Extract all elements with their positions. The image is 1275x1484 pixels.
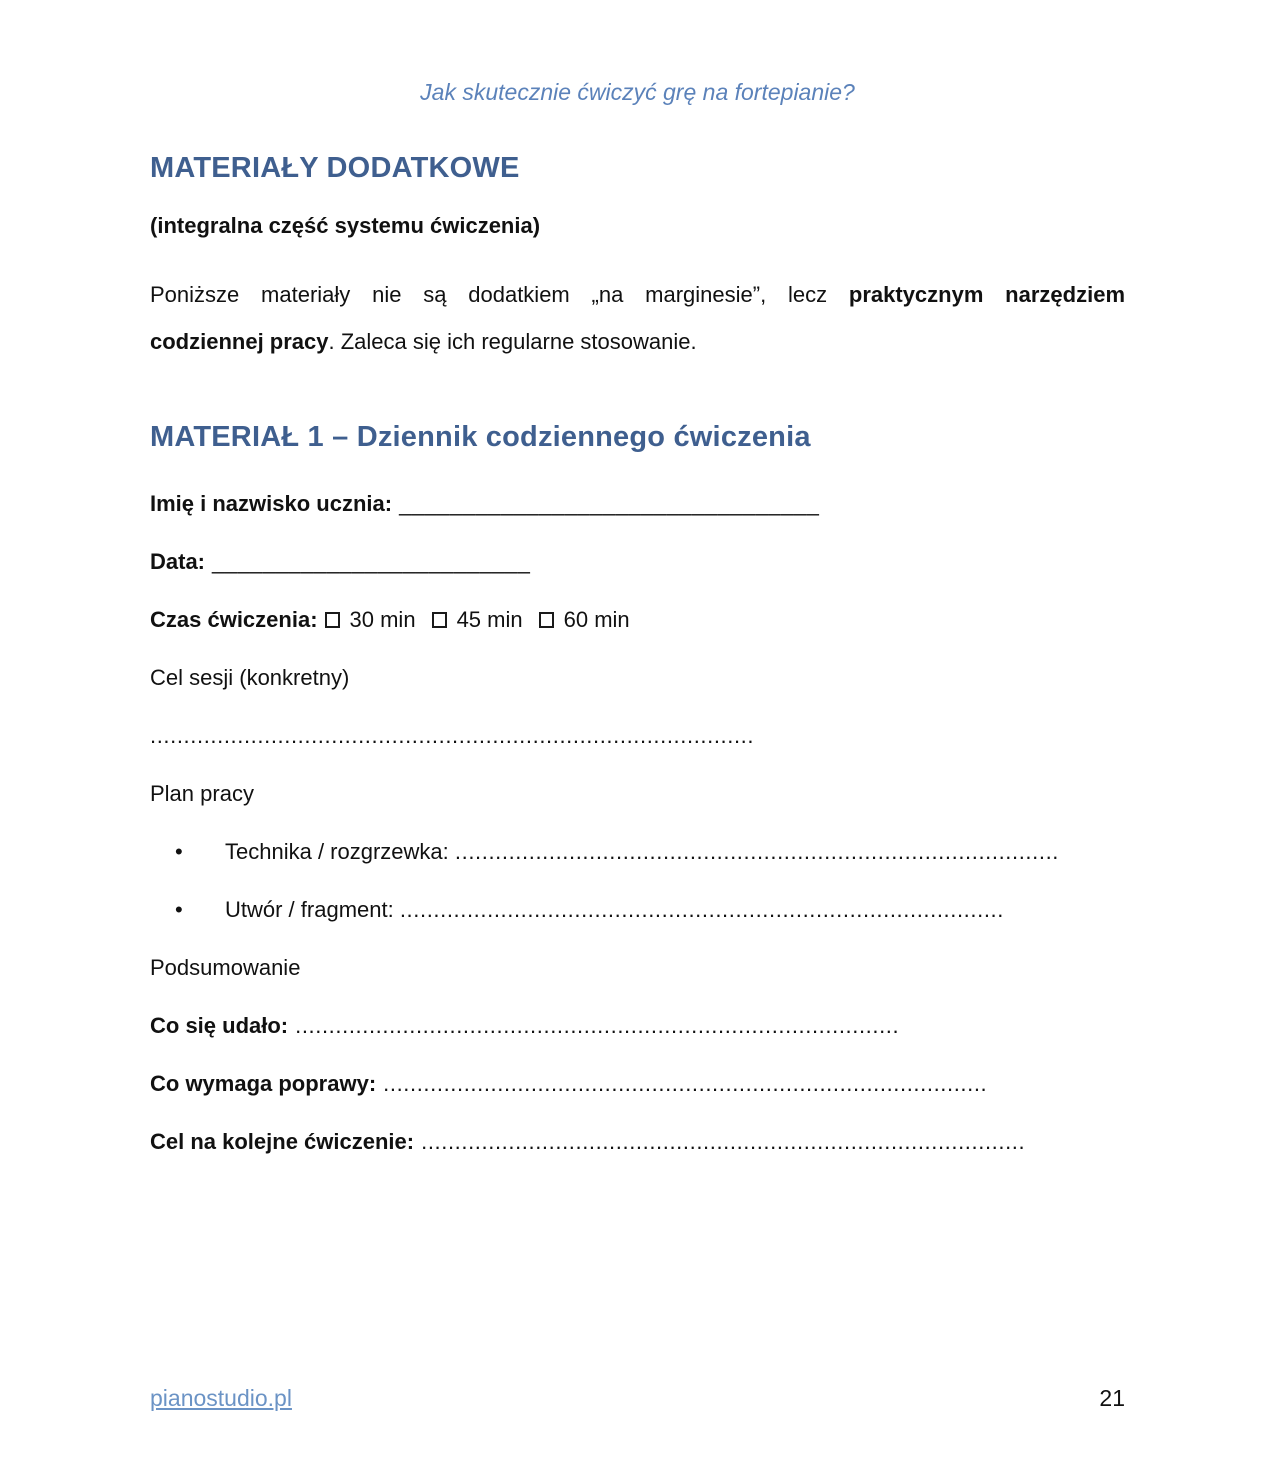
what-succeeded-label: Co się udało: — [150, 1013, 289, 1038]
page-number: 21 — [1099, 1385, 1125, 1411]
bullet-icon: • — [175, 897, 183, 922]
field-what-succeeded — [150, 1014, 1125, 1038]
dotted-answer-line: .......................................................................................... — [383, 1071, 988, 1096]
section-subtitle: (integralna część systemu ćwiczenia) — [150, 213, 541, 238]
running-header-text: Jak skutecznie ćwiczyć grę na fortepianie? — [420, 79, 855, 105]
practice-time-label: Czas ćwiczenia: — [150, 607, 318, 632]
field-student-name — [150, 492, 1125, 516]
session-goal-dotted-line — [150, 724, 1125, 748]
plan-bullet-piece — [150, 898, 1125, 922]
bullet-technique-content — [225, 840, 1059, 864]
intro-text-bold2: codziennej pracy — [150, 329, 329, 354]
intro-paragraph-line1 — [150, 271, 1125, 318]
student-name-blank: _________________________________ — [399, 491, 820, 516]
next-goal-label: Cel na kolejne ćwiczenie: — [150, 1129, 415, 1154]
footer-website-link[interactable]: pianostudio.pl — [150, 1385, 292, 1411]
time-option-30 — [325, 607, 416, 632]
needs-improvement-label: Co wymaga poprawy: — [150, 1071, 377, 1096]
dotted-answer-line: .......................................................................................... — [421, 1129, 1026, 1154]
section-title-materials: MATERIAŁY DODATKOWE — [150, 152, 520, 184]
time-option-45-label: 45 min — [456, 607, 523, 632]
work-plan-label: Plan pracy — [150, 781, 254, 806]
intro-text-regular: Poniższe materiały nie są dodatkiem „na marginesie”, lecz — [150, 282, 828, 307]
time-option-60-label: 60 min — [563, 607, 630, 632]
bullet-icon: • — [175, 839, 183, 864]
dotted-answer-line: .......................................................................................... — [150, 723, 755, 748]
intro-text-regular2: . Zaleca się ich regularne stosowanie. — [328, 329, 697, 354]
dotted-answer-line: .......................................................................................... — [454, 839, 1059, 864]
intro-text-bold: praktycznym narzędziem — [848, 282, 1125, 307]
time-option-60 — [539, 607, 630, 632]
plan-bullet-technique — [150, 840, 1125, 864]
date-blank: _________________________ — [212, 549, 531, 574]
intro-paragraph-line2 — [150, 318, 1125, 365]
session-goal-label: Cel sesji (konkretny) — [150, 665, 350, 690]
bullet-piece-content — [225, 898, 1004, 922]
dotted-answer-line: .......................................................................................... — [295, 1013, 900, 1038]
time-option-45 — [432, 607, 523, 632]
field-next-goal — [150, 1130, 1125, 1154]
time-option-30-label: 30 min — [349, 607, 416, 632]
checkbox-icon — [325, 612, 340, 628]
dotted-answer-line: .......................................................................................... — [399, 897, 1004, 922]
running-header — [150, 80, 1125, 104]
date-label: Data: — [150, 549, 206, 574]
practice-journal-form — [150, 492, 1125, 1154]
field-date — [150, 550, 1125, 574]
student-name-label: Imię i nazwisko ucznia: — [150, 491, 393, 516]
bullet-piece-label: Utwór / fragment: — [225, 897, 394, 922]
checkbox-icon — [539, 612, 554, 628]
checkbox-icon — [432, 612, 447, 628]
bullet-technique-label: Technika / rozgrzewka: — [225, 839, 449, 864]
field-practice-time — [150, 608, 1125, 632]
field-needs-improvement — [150, 1072, 1125, 1096]
intro-paragraph — [150, 271, 1125, 365]
summary-label: Podsumowanie — [150, 955, 301, 980]
section-title-material1: MATERIAŁ 1 – Dziennik codziennego ćwiczenia — [150, 421, 811, 453]
